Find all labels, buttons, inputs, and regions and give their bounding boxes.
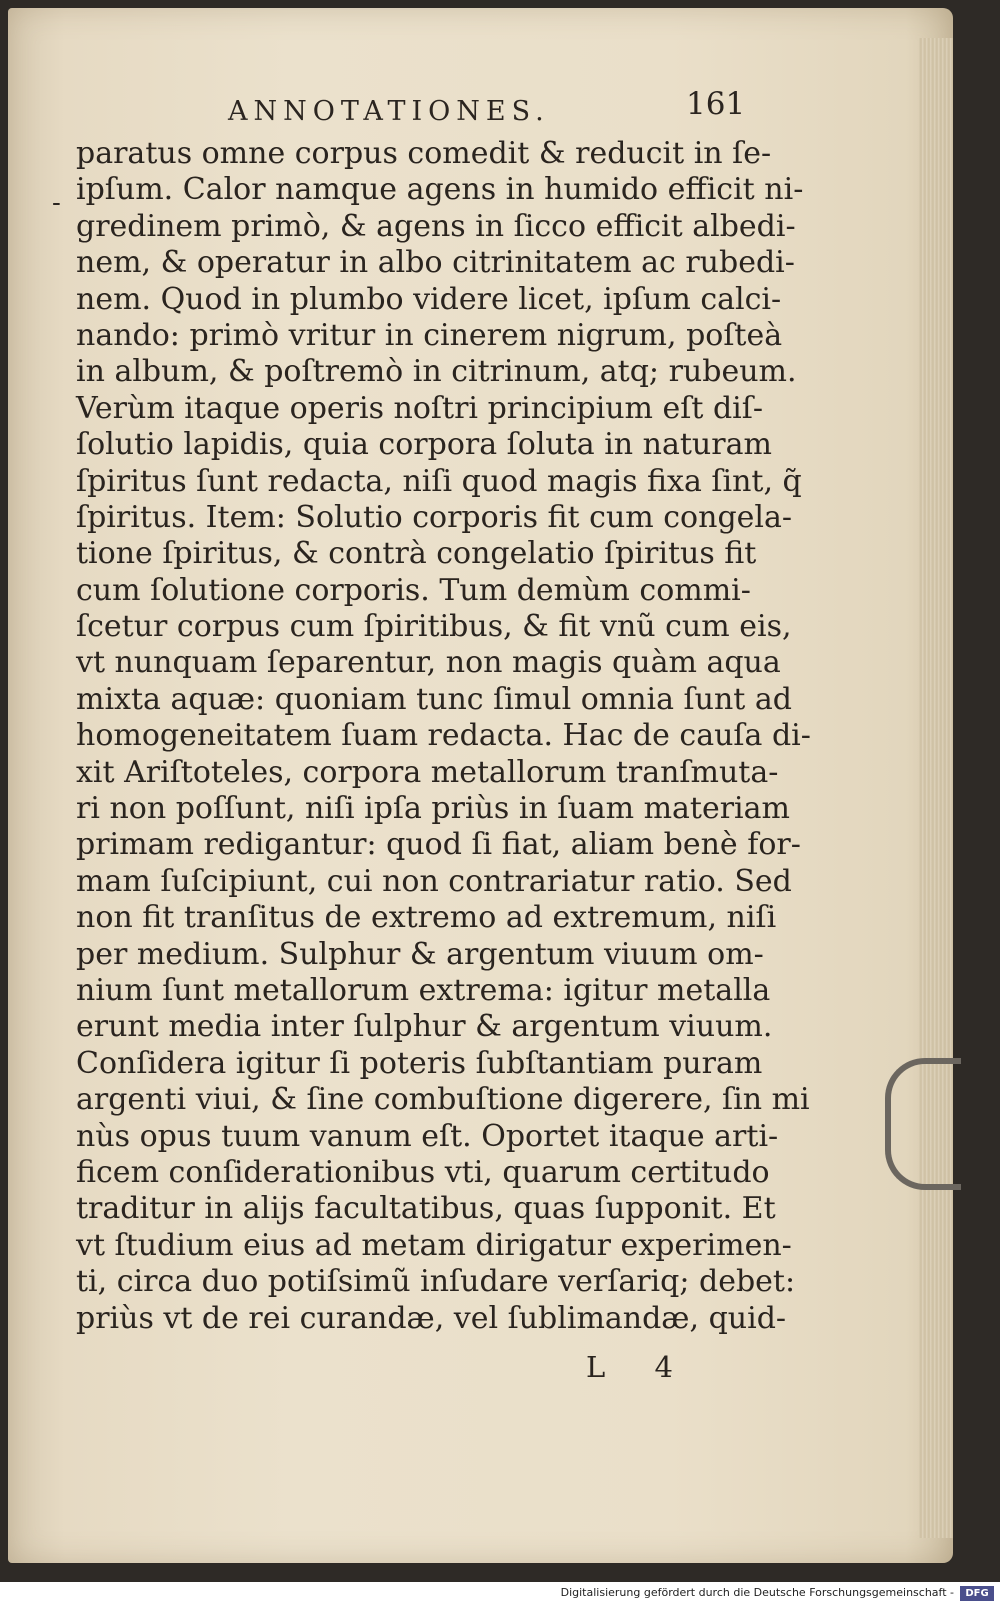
- text-line: argenti viui, & ſine combuſtione digerere, ſin mi: [76, 1082, 810, 1118]
- text-line: homogeneitatem ſuam redacta. Hac de cauſa di-: [76, 718, 811, 754]
- text-line: Conſidera igitur ſi poteris ſubſtantiam puram: [76, 1045, 763, 1081]
- text-line: nando: primò vritur in cinerem nigrum, poſteà: [76, 317, 783, 353]
- text-line: paratus omne corpus comedit & reducit in ſe-: [76, 136, 772, 171]
- digitization-footer: [0, 1582, 1000, 1605]
- running-head: [8, 86, 953, 136]
- text-line: erunt media inter ſulphur & argentum viuum.: [76, 1009, 773, 1045]
- text-line: Verùm itaque operis noſtri principium eſt diſ-: [76, 390, 764, 426]
- text-line: xit Ariſtoteles, corpora metallorum tranſmuta-: [76, 754, 779, 790]
- text-line: in album, & poſtremò in citrinum, atq; rubeum.: [76, 354, 797, 390]
- text-line: ti, circa duo potiſsimũ inſudare verſariq; debet:: [76, 1264, 796, 1300]
- text-line: ſolutio lapidis, quia corpora ſoluta in naturam: [76, 427, 772, 463]
- margin-mark: -: [52, 188, 61, 218]
- text-line: mam ſuſcipiunt, cui non contrariatur ratio. Sed: [76, 863, 792, 899]
- dfg-logo-icon: DFG: [960, 1586, 994, 1601]
- text-line: vt nunquam ſeparentur, non magis quàm aqua: [76, 645, 781, 681]
- text-line: per medium. Sulphur & argentum viuum om-: [76, 936, 764, 972]
- text-line: ri non poſſunt, niſi ipſa priùs in ſuam materiam: [76, 791, 790, 827]
- text-line: non fit tranſitus de extremo ad extremum, niſi: [76, 900, 777, 936]
- text-line: nùs opus tuum vanum eſt. Oportet itaque arti-: [76, 1118, 779, 1154]
- text-line: cum ſolutione corporis. Tum demùm commi-: [76, 572, 751, 608]
- page-number: 161: [686, 86, 746, 122]
- bookmark-ribbon: [885, 1058, 961, 1190]
- text-line: ipſum. Calor namque agens in humido efficit ni-: [76, 172, 804, 208]
- body-text: [76, 136, 811, 1337]
- text-line: nem, & operatur in albo citrinitatem ac rubedi-: [76, 245, 795, 281]
- text-line: traditur in alijs facultatibus, quas ſupponit. Et: [76, 1191, 776, 1227]
- text-line: gredinem primò, & agens in ſicco efficit albedi-: [76, 208, 796, 244]
- text-line: nium ſunt metallorum extrema: igitur metalla: [76, 972, 771, 1008]
- text-line: vt ſtudium eius ad metam dirigatur experimen-: [76, 1227, 792, 1263]
- page-title: ANNOTATIONES.: [228, 96, 550, 127]
- text-line: ſpiritus. Item: Solutio corporis fit cum congela-: [76, 499, 793, 535]
- text-line: ficem conſiderationibus vti, quarum certitudo: [76, 1154, 770, 1190]
- signature-mark: L 4: [586, 1350, 693, 1384]
- text-line: tione ſpiritus, & contrà congelatio ſpiritus fit: [76, 536, 757, 572]
- text-line: nem. Quod in plumbo videre licet, ipſum calci-: [76, 281, 782, 317]
- footer-credit: Digitalisierung gefördert durch die Deutsche Forschungsgemeinschaft -: [560, 1586, 954, 1599]
- text-line: ſcetur corpus cum ſpiritibus, & fit vnũ cum eis,: [76, 609, 792, 645]
- book-page: [8, 8, 953, 1563]
- text-line: mixta aquæ: quoniam tunc ſimul omnia ſunt ad: [76, 681, 792, 717]
- text-line: primam redigantur: quod ſi fiat, aliam benè for-: [76, 827, 801, 863]
- text-line: priùs vt de rei curandæ, vel ſublimandæ, quid-: [76, 1300, 787, 1336]
- page-edges: [919, 38, 953, 1538]
- text-line: ſpiritus ſunt redacta, niſi quod magis fixa ſint, q̃: [76, 463, 802, 499]
